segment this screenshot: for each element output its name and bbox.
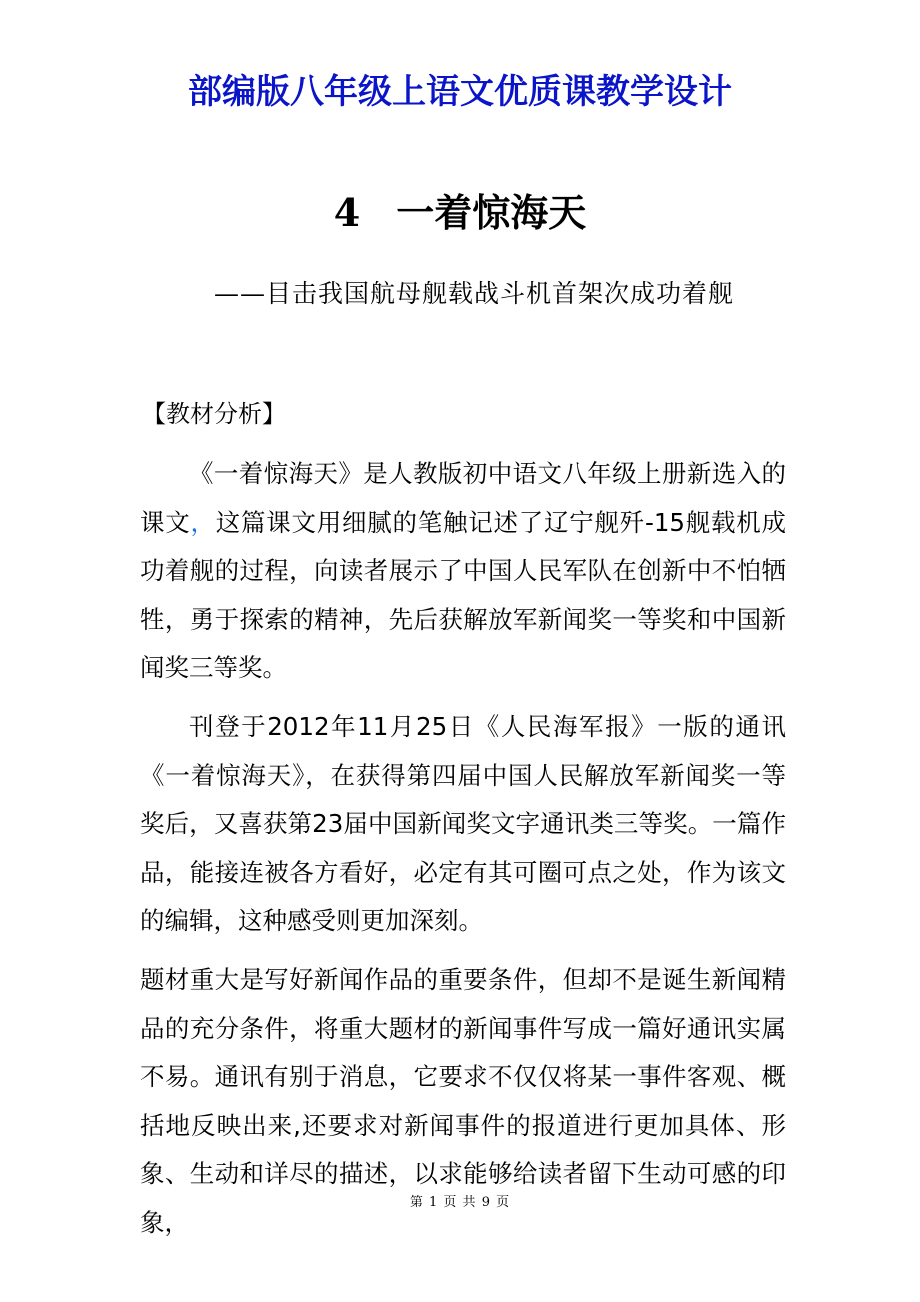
paragraph-1-part-2: 这篇课文用细腻的笔触记述了辽宁舰歼-15舰载机成功着舰的过程，向读者展示了中国人民军队在创新中不怕牺牲，勇于探索的精神，先后获解放军新闻奖一等奖和中国新闻奖三等奖。 (140, 507, 786, 683)
section-heading-textbook-analysis: 【教材分析】 (142, 400, 286, 428)
lesson-title (0, 188, 920, 238)
document-header-title: 部编版八年级上语文优质课教学设计 (188, 72, 732, 112)
lesson-number: 4 (333, 190, 361, 235)
paragraph-3: 题材重大是写好新闻作品的重要条件，但却不是诞生新闻精品的充分条件，将重大题材的新闻事件写成一篇好通讯实属不易。通讯有别于消息，它要求不仅仅将某一事件客观、概括地反映出来,还要求对新闻事件的报道进行更加具体、形象、生动和详尽的描述，以求能够给读者留下生动可感的印象， (140, 964, 786, 1237)
lesson-subtitle: ——目击我国航母舰载战斗机首架次成功着舰 (213, 279, 734, 308)
paragraph-1-comma: ， (190, 507, 216, 537)
page-footer: 第 1 页 共 9 页 (409, 1195, 511, 1210)
paragraph-2: 刊登于2012年11月25日《人民海军报》一版的通讯《一着惊海天》，在获得第四届中国人民解放军新闻奖一等奖后，又喜获第23届中国新闻奖文字通讯类三等奖。一篇作品，能接连被各方看好，必定有其可圈可点之处，作为该文的编辑，这种感受则更加深刻。 (140, 711, 786, 936)
lesson-title-text: 一着惊海天 (396, 190, 587, 235)
paragraph-1 (140, 450, 786, 693)
paragraph-1-part-1: 《一着惊海天》是人教版初中语文八年级上册新选入的课文 (140, 459, 786, 537)
body-content (140, 450, 786, 1248)
